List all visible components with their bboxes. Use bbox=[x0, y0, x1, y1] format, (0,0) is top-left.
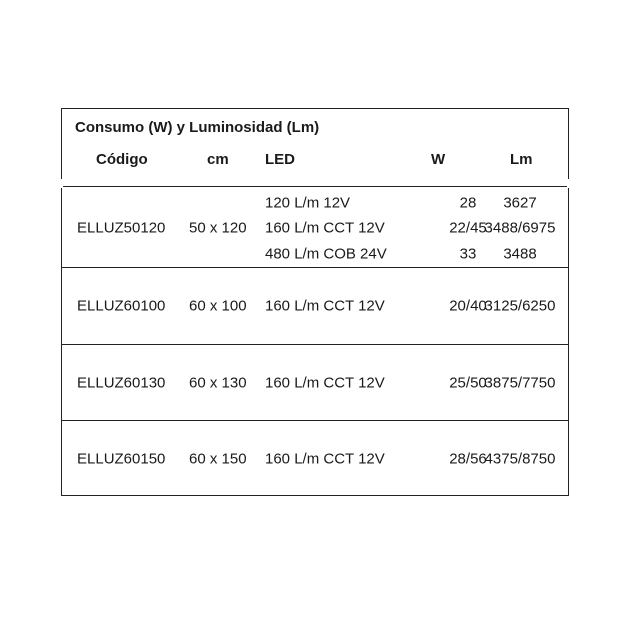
cell-lm: 3125/6250 bbox=[484, 297, 556, 315]
header-code: Código bbox=[96, 151, 148, 168]
cell-cm: 60 x 130 bbox=[189, 374, 247, 392]
cell-lm: 4375/8750 bbox=[484, 450, 556, 468]
cell-led: 160 L/m CCT 12V bbox=[265, 374, 385, 392]
cell-led: 160 L/m CCT 12V bbox=[265, 219, 385, 237]
spec-table bbox=[61, 108, 569, 496]
cell-led: 120 L/m 12V bbox=[265, 194, 351, 212]
cell-w: 20/40 bbox=[449, 297, 487, 315]
table-row bbox=[62, 345, 568, 421]
header-cm: cm bbox=[207, 151, 229, 168]
cell-lm: 3488/6975 bbox=[484, 219, 556, 237]
table-header bbox=[62, 109, 568, 187]
cell-lm: 3627 bbox=[503, 194, 537, 212]
cell-lm: 3875/7750 bbox=[484, 374, 556, 392]
cell-lm: 3488 bbox=[503, 245, 537, 263]
cell-cm: 60 x 150 bbox=[189, 450, 247, 468]
cell-cm: 60 x 100 bbox=[189, 297, 247, 315]
cell-w: 22/45 bbox=[449, 219, 487, 237]
cell-led: 160 L/m CCT 12V bbox=[265, 297, 385, 315]
cell-led: 480 L/m COB 24V bbox=[265, 245, 387, 263]
table-row bbox=[62, 268, 568, 345]
header-w: W bbox=[431, 151, 446, 168]
header-led: LED bbox=[265, 151, 295, 168]
cell-cm: 50 x 120 bbox=[189, 219, 247, 237]
cell-code: ELLUZ60150 bbox=[77, 450, 166, 468]
cell-code: ELLUZ60100 bbox=[77, 297, 166, 315]
header-lm: Lm bbox=[510, 151, 533, 168]
table-row bbox=[62, 186, 568, 268]
table-title: Consumo (W) y Luminosidad (Lm) bbox=[75, 119, 320, 136]
cell-led: 160 L/m CCT 12V bbox=[265, 450, 385, 468]
cell-w: 25/50 bbox=[449, 374, 487, 392]
cell-code: ELLUZ50120 bbox=[77, 219, 166, 237]
cell-w: 28 bbox=[459, 194, 477, 212]
cell-w: 33 bbox=[459, 245, 477, 263]
table-row bbox=[62, 421, 568, 495]
cell-w: 28/56 bbox=[449, 450, 487, 468]
cell-code: ELLUZ60130 bbox=[77, 374, 166, 392]
